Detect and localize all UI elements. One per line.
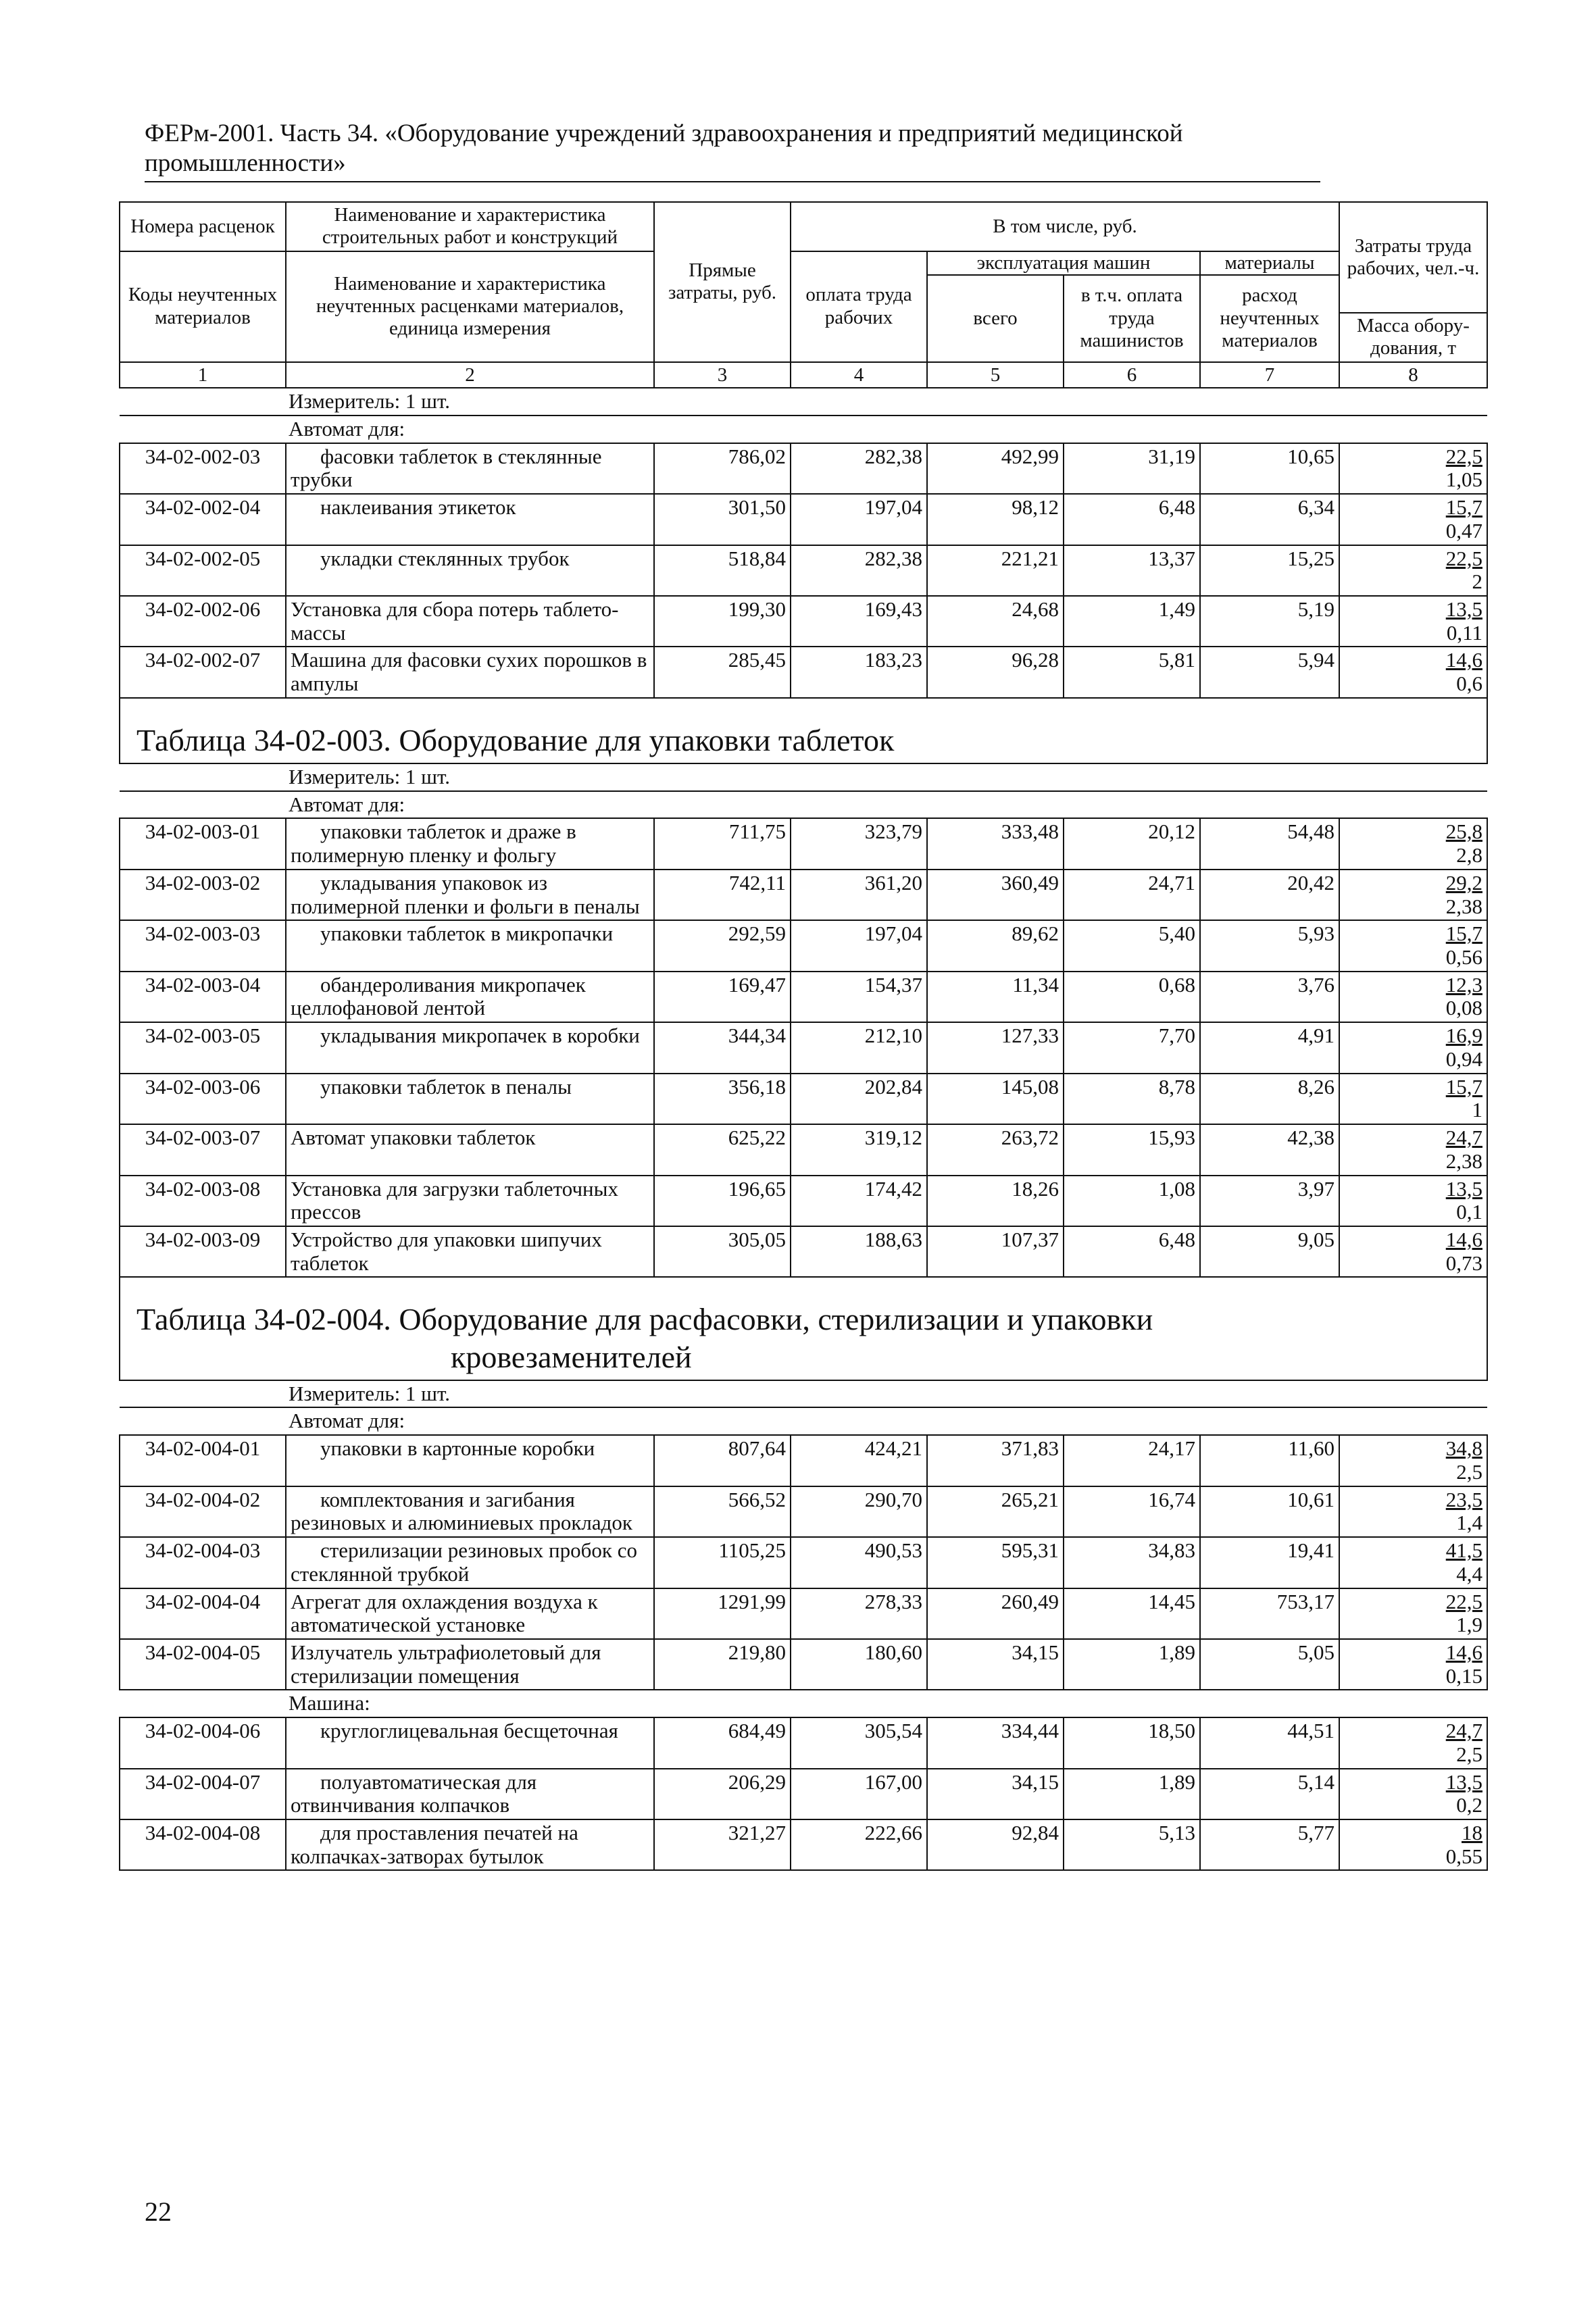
labor-cost: 23,5 [1445, 1487, 1482, 1511]
column-number: 4 [791, 362, 927, 388]
labor-and-mass [1339, 1769, 1487, 1819]
labor-cost: 12,3 [1445, 972, 1482, 997]
materials: 10,65 [1200, 443, 1339, 494]
materials: 20,42 [1200, 870, 1339, 920]
rate-code: 34-02-004-08 [120, 1819, 286, 1870]
materials: 8,26 [1200, 1074, 1339, 1124]
labor-and-mass [1339, 596, 1487, 647]
machines-total: 92,84 [927, 1819, 1064, 1870]
labor-cost: 25,8 [1445, 820, 1482, 844]
equipment-mass: 0,2 [1456, 1793, 1482, 1817]
machines-operator-pay: 8,78 [1064, 1074, 1200, 1124]
equipment-mass: 0,1 [1456, 1200, 1482, 1224]
rate-name: обандероливания микропачек целлофановой лентой [286, 972, 654, 1022]
rate-code: 34-02-003-04 [120, 972, 286, 1022]
rate-code: 34-02-003-05 [120, 1022, 286, 1073]
labor-pay: 154,37 [791, 972, 927, 1022]
direct-costs: 807,64 [654, 1435, 791, 1486]
column-number: 1 [120, 362, 286, 388]
machines-operator-pay: 34,83 [1064, 1537, 1200, 1588]
table-row [120, 443, 1487, 494]
labor-and-mass [1339, 1074, 1487, 1124]
labor-cost: 13,5 [1445, 1176, 1482, 1201]
labor-cost: 15,7 [1445, 1074, 1482, 1099]
table-title [120, 698, 1487, 763]
labor-and-mass [1339, 1639, 1487, 1690]
table-title [120, 1277, 1487, 1380]
labor-cost: 14,6 [1445, 648, 1482, 672]
rate-name: Установка для сбора потерь таблето-массы [286, 596, 654, 647]
direct-costs: 786,02 [654, 443, 791, 494]
rate-name: Излучатель ультрафиолетовый для стерилизации помещения [286, 1639, 654, 1690]
machines-total: 96,28 [927, 647, 1064, 697]
rate-name: наклеивания этикеток [286, 494, 654, 545]
rate-name: круглоглицевальная бесщеточная [286, 1717, 654, 1768]
header-labor-pay: оплата труда рабочих [791, 251, 927, 362]
direct-costs: 199,30 [654, 596, 791, 647]
equipment-mass: 4,4 [1456, 1561, 1482, 1586]
direct-costs: 1105,25 [654, 1537, 791, 1588]
materials: 3,76 [1200, 972, 1339, 1022]
header-codes-bottom: Коды неучтенных материалов [120, 251, 286, 362]
labor-and-mass [1339, 494, 1487, 545]
materials: 5,05 [1200, 1639, 1339, 1690]
rate-code: 34-02-003-09 [120, 1226, 286, 1277]
table-row [120, 1226, 1487, 1277]
direct-costs: 1291,99 [654, 1588, 791, 1639]
table-body [120, 388, 1487, 1870]
materials: 44,51 [1200, 1717, 1339, 1768]
labor-and-mass [1339, 443, 1487, 494]
table-row [120, 920, 1487, 971]
labor-cost: 14,6 [1445, 1640, 1482, 1664]
labor-pay: 424,21 [791, 1435, 927, 1486]
equipment-mass: 1,4 [1456, 1511, 1482, 1535]
table-title-line1: Таблица 34-02-003. Оборудование для упаковки таблеток [136, 722, 895, 757]
table-title-row [120, 698, 1487, 763]
labor-pay: 282,38 [791, 545, 927, 596]
table-row [120, 1588, 1487, 1639]
labor-pay: 183,23 [791, 647, 927, 697]
running-head [145, 119, 1368, 178]
rate-code: 34-02-002-03 [120, 443, 286, 494]
materials: 5,94 [1200, 647, 1339, 697]
running-head-line2: промышленности» [145, 149, 346, 177]
direct-costs: 196,65 [654, 1176, 791, 1226]
rate-code: 34-02-003-08 [120, 1176, 286, 1226]
rate-code: 34-02-003-02 [120, 870, 286, 920]
direct-costs: 711,75 [654, 818, 791, 869]
rate-code: 34-02-002-05 [120, 545, 286, 596]
materials: 11,60 [1200, 1435, 1339, 1486]
materials: 4,91 [1200, 1022, 1339, 1073]
table-row [120, 972, 1487, 1022]
labor-and-mass [1339, 1717, 1487, 1768]
labor-cost: 13,5 [1445, 1769, 1482, 1794]
table-row [120, 1074, 1487, 1124]
machines-operator-pay: 1,49 [1064, 596, 1200, 647]
machines-operator-pay: 18,50 [1064, 1717, 1200, 1768]
labor-and-mass [1339, 1124, 1487, 1175]
materials: 5,14 [1200, 1769, 1339, 1819]
machines-operator-pay: 5,81 [1064, 647, 1200, 697]
measure-row [120, 763, 1487, 791]
table-row [120, 1537, 1487, 1588]
group-label: Автомат для: [120, 1407, 1487, 1435]
page-number: 22 [145, 2196, 172, 2227]
header-labor-cost: Затраты труда рабочих, чел.-ч. [1339, 202, 1487, 313]
machines-operator-pay: 6,48 [1064, 494, 1200, 545]
labor-pay: 323,79 [791, 818, 927, 869]
running-head-rule [145, 181, 1320, 182]
measure-unit: Измеритель: 1 шт. [120, 388, 1487, 416]
equipment-mass: 0,15 [1445, 1663, 1482, 1688]
table-row [120, 818, 1487, 869]
direct-costs: 292,59 [654, 920, 791, 971]
materials: 10,61 [1200, 1486, 1339, 1537]
table-row [120, 545, 1487, 596]
column-number: 3 [654, 362, 791, 388]
table-header [120, 202, 1487, 388]
machines-total: 24,68 [927, 596, 1064, 647]
direct-costs: 344,34 [654, 1022, 791, 1073]
table-title-line2: кровезаменителей [451, 1339, 692, 1374]
labor-cost: 24,7 [1445, 1126, 1482, 1150]
rate-name: укладки стеклянных трубок [286, 545, 654, 596]
materials: 9,05 [1200, 1226, 1339, 1277]
equipment-mass: 2,8 [1456, 843, 1482, 867]
machines-total: 18,26 [927, 1176, 1064, 1226]
group-label: Автомат для: [120, 416, 1487, 443]
rate-code: 34-02-004-04 [120, 1588, 286, 1639]
labor-cost: 18 [1462, 1820, 1482, 1844]
labor-and-mass [1339, 1486, 1487, 1537]
labor-cost: 29,2 [1445, 870, 1482, 895]
header-machines-incl: в т.ч. оплата труда машинистов [1064, 275, 1200, 362]
labor-pay: 282,38 [791, 443, 927, 494]
machines-total: 492,99 [927, 443, 1064, 494]
table-row [120, 1176, 1487, 1226]
column-number: 5 [927, 362, 1064, 388]
table-row [120, 1022, 1487, 1073]
equipment-mass: 1,9 [1456, 1613, 1482, 1637]
machines-operator-pay: 15,93 [1064, 1124, 1200, 1175]
header-mass: Масса обору-дования, т [1339, 313, 1487, 362]
machines-operator-pay: 24,17 [1064, 1435, 1200, 1486]
direct-costs: 301,50 [654, 494, 791, 545]
column-number: 2 [286, 362, 654, 388]
rate-code: 34-02-004-02 [120, 1486, 286, 1537]
rate-name: полуавтоматическая для отвинчивания колпачков [286, 1769, 654, 1819]
machines-total: 221,21 [927, 545, 1064, 596]
labor-pay: 490,53 [791, 1537, 927, 1588]
price-table [119, 201, 1488, 1871]
direct-costs: 169,47 [654, 972, 791, 1022]
header-name-top: Наименование и характеристика строительных работ и конструкций [286, 202, 654, 251]
labor-and-mass [1339, 647, 1487, 697]
rate-name: Машина для фасовки сухих порошков в ампулы [286, 647, 654, 697]
equipment-mass: 2,38 [1445, 1149, 1482, 1173]
equipment-mass: 2,5 [1456, 1742, 1482, 1766]
table-row [120, 1819, 1487, 1870]
direct-costs: 219,80 [654, 1639, 791, 1690]
materials: 5,93 [1200, 920, 1339, 971]
labor-cost: 15,7 [1445, 922, 1482, 946]
table-row [120, 1769, 1487, 1819]
rate-code: 34-02-003-07 [120, 1124, 286, 1175]
running-head-line1: ФЕРм-2001. Часть 34. «Оборудование учреждений здравоохранения и предприятий медицинской [145, 120, 1183, 147]
labor-and-mass [1339, 870, 1487, 920]
machines-operator-pay: 16,74 [1064, 1486, 1200, 1537]
rate-name: стерилизации резиновых пробок со стеклянной трубкой [286, 1537, 654, 1588]
materials: 54,48 [1200, 818, 1339, 869]
labor-cost: 16,9 [1445, 1024, 1482, 1048]
labor-cost: 41,5 [1445, 1538, 1482, 1563]
rate-name: Агрегат для охлаждения воздуха к автоматической установке [286, 1588, 654, 1639]
labor-cost: 15,7 [1445, 495, 1482, 520]
group-label-row [120, 1690, 1487, 1717]
equipment-mass: 1 [1472, 1098, 1482, 1122]
machines-total: 595,31 [927, 1537, 1064, 1588]
rate-name: Автомат упаковки таблеток [286, 1124, 654, 1175]
equipment-mass: 0,94 [1445, 1047, 1482, 1071]
labor-pay: 169,43 [791, 596, 927, 647]
labor-pay: 174,42 [791, 1176, 927, 1226]
labor-cost: 24,7 [1445, 1719, 1482, 1743]
materials: 3,97 [1200, 1176, 1339, 1226]
rate-code: 34-02-004-05 [120, 1639, 286, 1690]
direct-costs: 518,84 [654, 545, 791, 596]
materials: 15,25 [1200, 545, 1339, 596]
labor-pay: 222,66 [791, 1819, 927, 1870]
labor-and-mass [1339, 1176, 1487, 1226]
labor-pay: 167,00 [791, 1769, 927, 1819]
labor-and-mass [1339, 1435, 1487, 1486]
table-title-line1: Таблица 34-02-004. Оборудование для расфасовки, стерилизации и упаковки [136, 1302, 1153, 1337]
labor-cost: 14,6 [1445, 1227, 1482, 1251]
rate-name: для проставления печатей на колпачках-затворах бутылок [286, 1819, 654, 1870]
machines-operator-pay: 1,89 [1064, 1769, 1200, 1819]
labor-and-mass [1339, 1022, 1487, 1073]
labor-pay: 197,04 [791, 920, 927, 971]
direct-costs: 566,52 [654, 1486, 791, 1537]
machines-total: 127,33 [927, 1022, 1064, 1073]
machines-operator-pay: 14,45 [1064, 1588, 1200, 1639]
direct-costs: 356,18 [654, 1074, 791, 1124]
labor-cost: 13,5 [1445, 597, 1482, 621]
labor-pay: 361,20 [791, 870, 927, 920]
table-row [120, 1486, 1487, 1537]
machines-operator-pay: 20,12 [1064, 818, 1200, 869]
machines-total: 333,48 [927, 818, 1064, 869]
machines-total: 263,72 [927, 1124, 1064, 1175]
machines-total: 34,15 [927, 1639, 1064, 1690]
equipment-mass: 0,47 [1445, 518, 1482, 543]
machines-total: 34,15 [927, 1769, 1064, 1819]
table-row [120, 647, 1487, 697]
machines-total: 334,44 [927, 1717, 1064, 1768]
equipment-mass: 0,11 [1446, 620, 1482, 645]
machines-operator-pay: 5,13 [1064, 1819, 1200, 1870]
table-row [120, 1124, 1487, 1175]
header-direct-costs: Прямые затраты, руб. [654, 202, 791, 362]
labor-pay: 197,04 [791, 494, 927, 545]
labor-and-mass [1339, 1588, 1487, 1639]
machines-total: 360,49 [927, 870, 1064, 920]
rate-code: 34-02-004-03 [120, 1537, 286, 1588]
rate-name: упаковки таблеток в пеналы [286, 1074, 654, 1124]
labor-and-mass [1339, 1537, 1487, 1588]
materials: 19,41 [1200, 1537, 1339, 1588]
equipment-mass: 2,5 [1456, 1459, 1482, 1484]
header-materials: материалы [1200, 251, 1339, 275]
table-row [120, 1717, 1487, 1768]
rate-name: упаковки таблеток в микропачки [286, 920, 654, 971]
machines-total: 260,49 [927, 1588, 1064, 1639]
table-title-row [120, 1277, 1487, 1380]
labor-pay: 319,12 [791, 1124, 927, 1175]
materials: 5,77 [1200, 1819, 1339, 1870]
labor-cost: 22,5 [1445, 546, 1482, 570]
machines-total: 98,12 [927, 494, 1064, 545]
column-number: 6 [1064, 362, 1200, 388]
labor-pay: 180,60 [791, 1639, 927, 1690]
machines-operator-pay: 6,48 [1064, 1226, 1200, 1277]
machines-operator-pay: 31,19 [1064, 443, 1200, 494]
labor-cost: 34,8 [1445, 1436, 1482, 1461]
direct-costs: 206,29 [654, 1769, 791, 1819]
rate-name: Устройство для упаковки шипучих таблеток [286, 1226, 654, 1277]
machines-total: 11,34 [927, 972, 1064, 1022]
table-row [120, 494, 1487, 545]
header-materials-sub: расход неучтенных материалов [1200, 275, 1339, 362]
rate-code: 34-02-004-06 [120, 1717, 286, 1768]
table-row [120, 1639, 1487, 1690]
rate-code: 34-02-003-06 [120, 1074, 286, 1124]
rate-code: 34-02-004-07 [120, 1769, 286, 1819]
machines-operator-pay: 1,89 [1064, 1639, 1200, 1690]
header-machines: эксплуатация машин [927, 251, 1200, 275]
materials: 5,19 [1200, 596, 1339, 647]
rate-name: комплектования и загибания резиновых и алюминиевых прокладок [286, 1486, 654, 1537]
header-name-bottom: Наименование и характеристика неучтенных расценками материалов, единица измерения [286, 251, 654, 362]
direct-costs: 684,49 [654, 1717, 791, 1768]
labor-and-mass [1339, 920, 1487, 971]
direct-costs: 625,22 [654, 1124, 791, 1175]
machines-operator-pay: 7,70 [1064, 1022, 1200, 1073]
machines-total: 89,62 [927, 920, 1064, 971]
table-row [120, 596, 1487, 647]
rate-name: укладывания упаковок из полимерной пленки и фольги в пеналы [286, 870, 654, 920]
labor-cost: 22,5 [1445, 1589, 1482, 1613]
equipment-mass: 2 [1472, 570, 1482, 594]
column-number: 8 [1339, 362, 1487, 388]
equipment-mass: 0,56 [1445, 945, 1482, 970]
table-row [120, 870, 1487, 920]
rate-code: 34-02-002-07 [120, 647, 286, 697]
labor-pay: 188,63 [791, 1226, 927, 1277]
direct-costs: 742,11 [654, 870, 791, 920]
labor-and-mass [1339, 1819, 1487, 1870]
machines-total: 145,08 [927, 1074, 1064, 1124]
labor-and-mass [1339, 545, 1487, 596]
group-label-row [120, 1407, 1487, 1435]
machines-operator-pay: 0,68 [1064, 972, 1200, 1022]
group-label: Машина: [120, 1690, 1487, 1717]
labor-and-mass [1339, 972, 1487, 1022]
measure-row [120, 1380, 1487, 1408]
measure-unit: Измеритель: 1 шт. [120, 763, 1487, 791]
rate-code: 34-02-002-04 [120, 494, 286, 545]
group-label-row [120, 416, 1487, 443]
rate-name: фасовки таблеток в стеклянные трубки [286, 443, 654, 494]
materials: 753,17 [1200, 1588, 1339, 1639]
direct-costs: 285,45 [654, 647, 791, 697]
equipment-mass: 0,6 [1456, 672, 1482, 696]
materials: 6,34 [1200, 494, 1339, 545]
column-numbers-row [120, 362, 1487, 388]
labor-and-mass [1339, 1226, 1487, 1277]
rate-code: 34-02-004-01 [120, 1435, 286, 1486]
labor-pay: 305,54 [791, 1717, 927, 1768]
group-label: Автомат для: [120, 791, 1487, 819]
machines-operator-pay: 5,40 [1064, 920, 1200, 971]
direct-costs: 321,27 [654, 1819, 791, 1870]
rate-name: Установка для загрузки таблеточных прессов [286, 1176, 654, 1226]
machines-total: 371,83 [927, 1435, 1064, 1486]
column-number: 7 [1200, 362, 1339, 388]
rate-name: укладывания микропачек в коробки [286, 1022, 654, 1073]
equipment-mass: 0,55 [1445, 1844, 1482, 1868]
measure-unit: Измеритель: 1 шт. [120, 1380, 1487, 1408]
labor-cost: 22,5 [1445, 444, 1482, 468]
group-label-row [120, 791, 1487, 819]
direct-costs: 305,05 [654, 1226, 791, 1277]
header-machines-total: всего [927, 275, 1064, 362]
labor-and-mass [1339, 818, 1487, 869]
equipment-mass: 2,38 [1445, 894, 1482, 918]
rate-code: 34-02-002-06 [120, 596, 286, 647]
materials: 42,38 [1200, 1124, 1339, 1175]
labor-pay: 202,84 [791, 1074, 927, 1124]
rate-code: 34-02-003-01 [120, 818, 286, 869]
machines-total: 265,21 [927, 1486, 1064, 1537]
machines-operator-pay: 13,37 [1064, 545, 1200, 596]
equipment-mass: 0,08 [1445, 996, 1482, 1020]
measure-row [120, 388, 1487, 416]
rate-name: упаковки в картонные коробки [286, 1435, 654, 1486]
header-codes-top: Номера расценок [120, 202, 286, 251]
header-incl: В том числе, руб. [791, 202, 1339, 251]
equipment-mass: 0,73 [1445, 1251, 1482, 1275]
table-row [120, 1435, 1487, 1486]
equipment-mass: 1,05 [1445, 468, 1482, 492]
labor-pay: 290,70 [791, 1486, 927, 1537]
rate-name: упаковки таблеток и драже в полимерную пленку и фольгу [286, 818, 654, 869]
machines-total: 107,37 [927, 1226, 1064, 1277]
machines-operator-pay: 24,71 [1064, 870, 1200, 920]
machines-operator-pay: 1,08 [1064, 1176, 1200, 1226]
labor-pay: 212,10 [791, 1022, 927, 1073]
labor-pay: 278,33 [791, 1588, 927, 1639]
rate-code: 34-02-003-03 [120, 920, 286, 971]
